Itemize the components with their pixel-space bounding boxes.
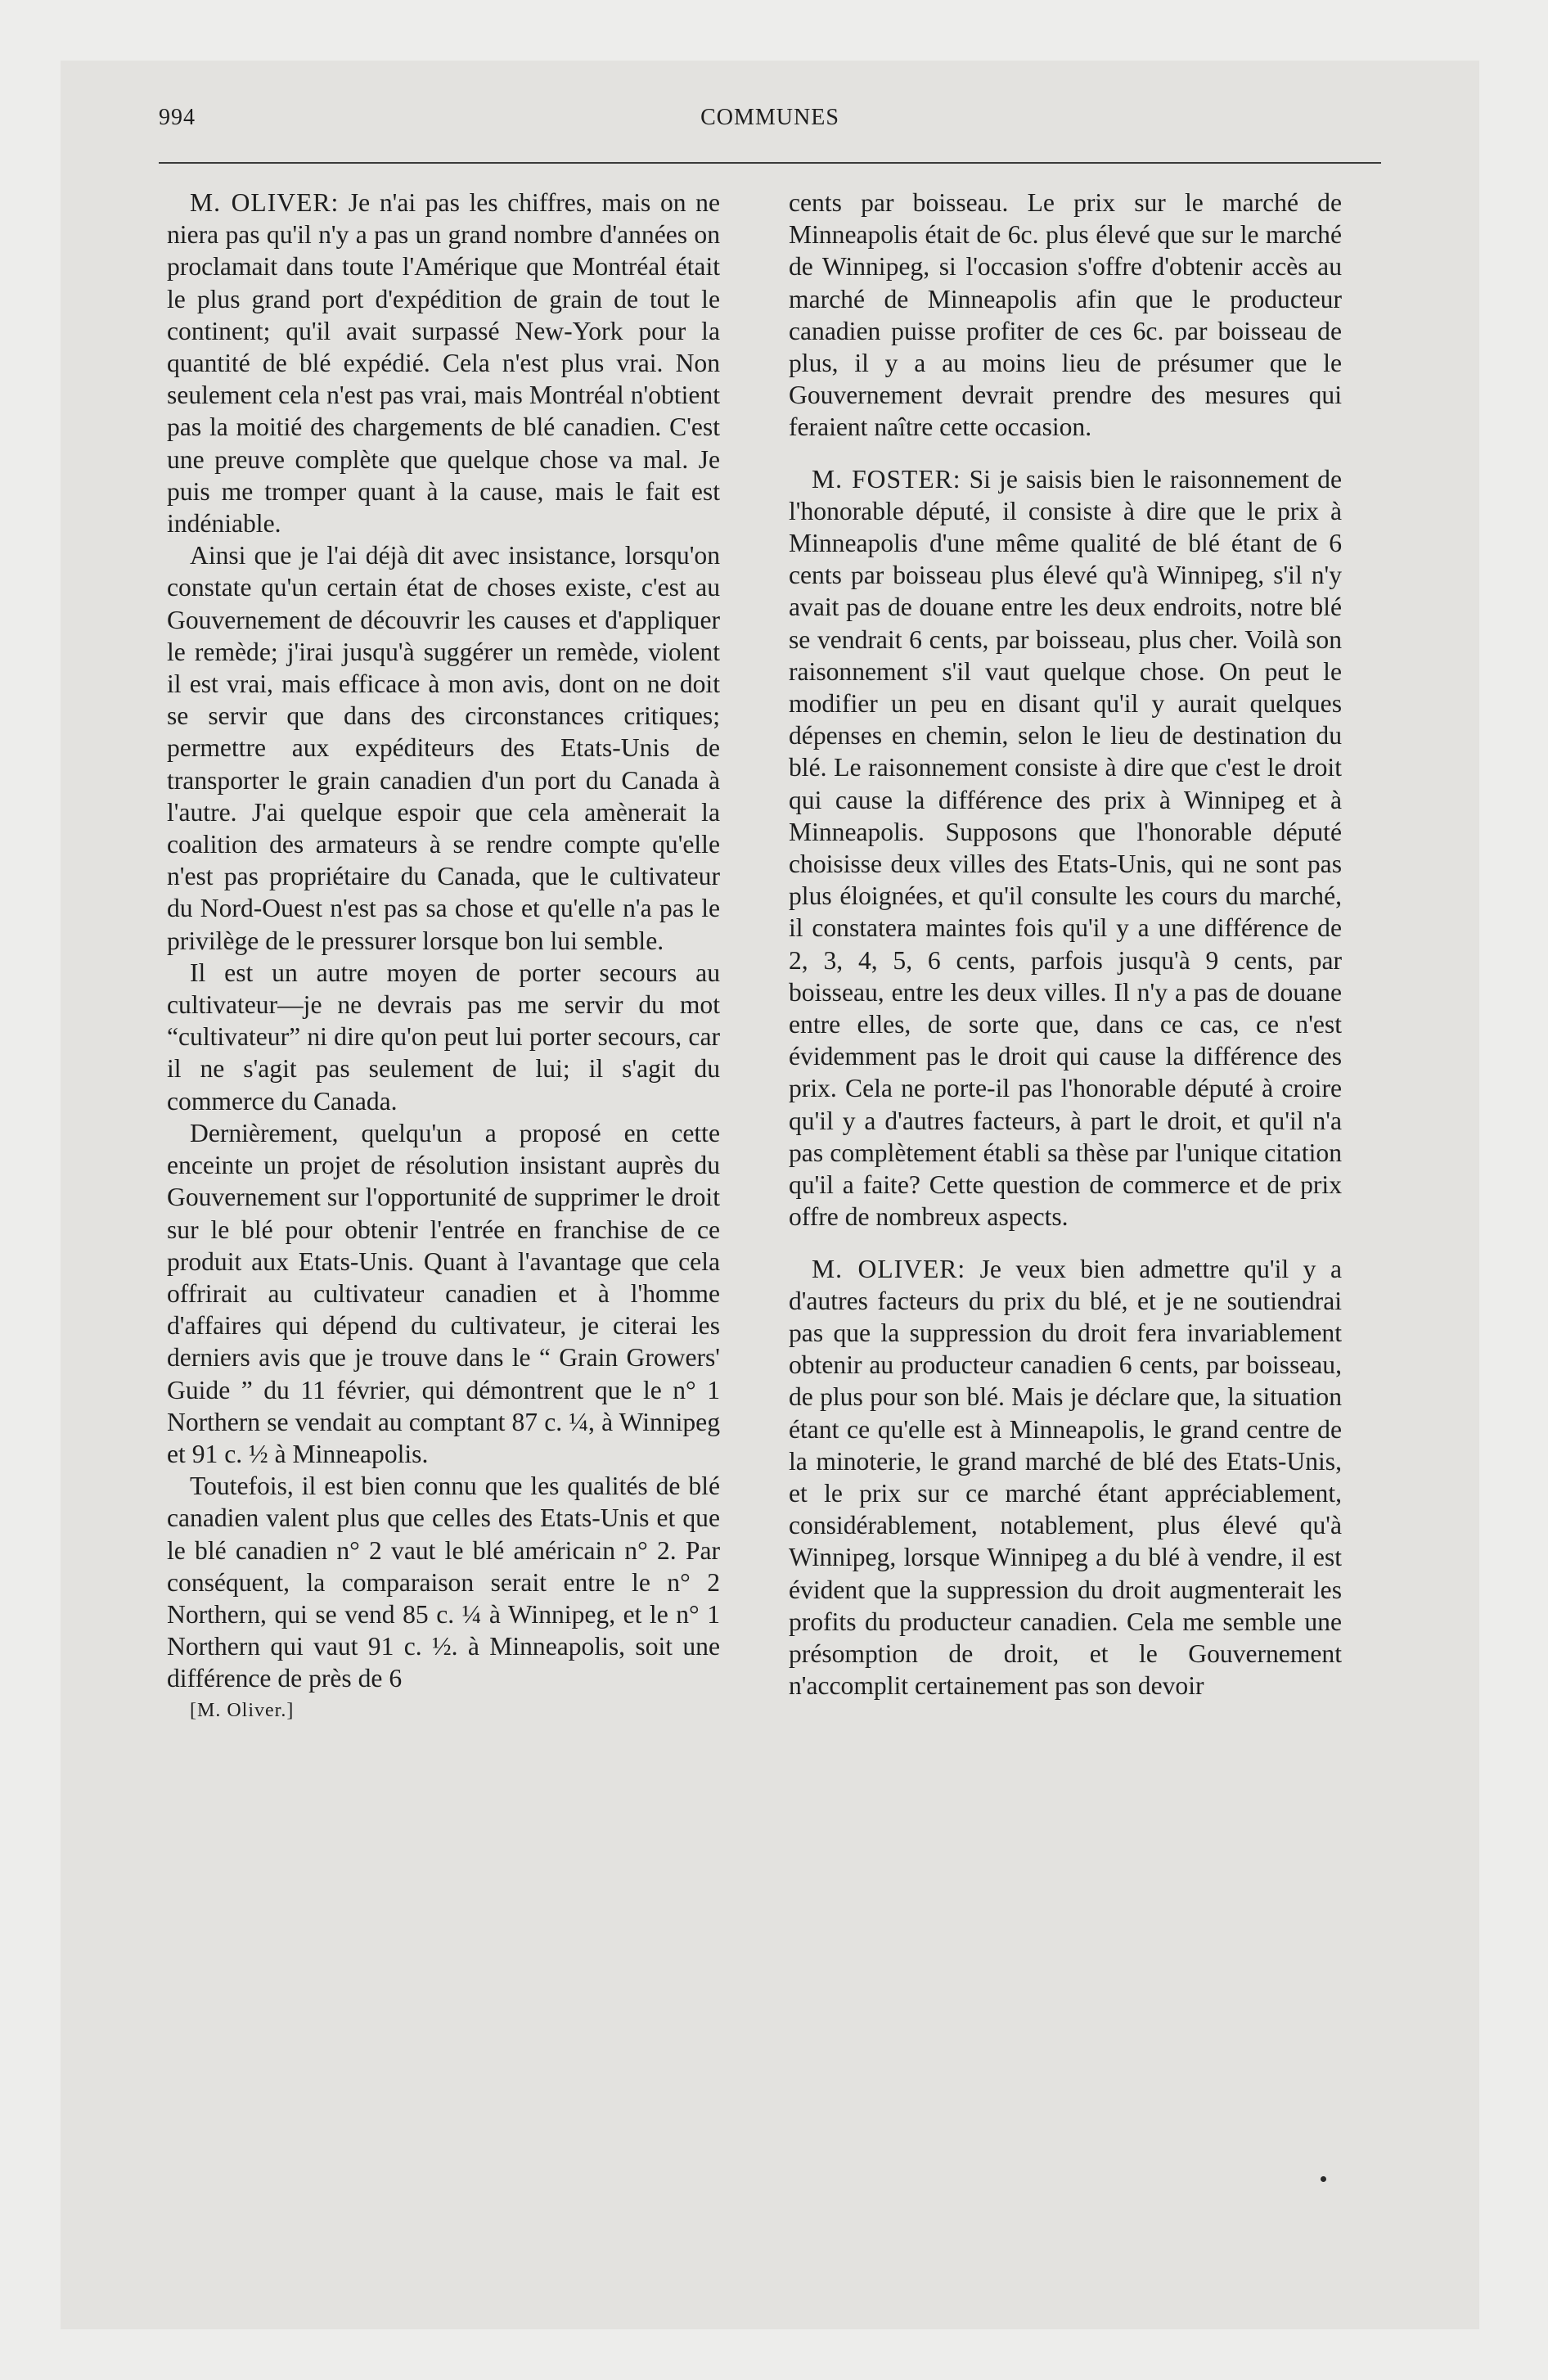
paragraph-oliver-4: Dernièrement, quelqu'un a proposé en cette enceinte un projet de résolution insistant auprès du Gouvernement sur l'opportunité de supprimer le droit sur le blé pour obtenir l'entrée en franchise de ce produit aux Etats-Unis. Quant à l'avantage que cela offrirait au cultivateur canadien et à l'homme d'affaires qui dépend du cultivateur, je citerai les derniers avis que je trouve dans le “ Grain Growers' Guide ” du 11 février, qui démontrent que le n° 1 Northern se vendait au comptant 87 c. ¼, à Winnipeg et 91 c. ½ à Minneapolis. — [167, 1118, 720, 1468]
paragraph-foster — [789, 463, 1342, 1233]
right-column — [789, 187, 1342, 1702]
paragraph-oliver-3: Il est un autre moyen de porter secours au cultivateur—je ne devrais pas me servir du mot “cultivateur” ni dire qu'on peut lui porter secours, car il ne s'agit pas seulement de lui; il s'agit du commerce du Canada. — [167, 958, 720, 1116]
speaker-name: M. OLIVER: — [190, 188, 340, 217]
section-title: COMMUNES — [700, 105, 839, 130]
speaker-name: M. FOSTER: — [812, 464, 961, 494]
paragraph-text: Si je saisis bien le raisonnement de l'honorable député, il consiste à dire que le prix à Minneapolis d'une même qualité de blé étant de 6 cents par boisseau plus élevé qu'à Winnipeg, s'il n'y avait pas de douane entre les deux endroits, notre blé se vendrait 6 cents, par boisseau, plus cher. Voilà son raisonnement s'il vaut quelque chose. On peut le modifier un peu en disant qu'il y aurait quelques dépenses en chemin, selon le lieu de destination du blé. Le raisonnement consiste à dire que c'est le droit qui cause la différence des prix à Winnipeg et à Minneapolis. Supposons que l'honorable député choisisse deux villes des Etats-Unis, qui ne sont pas plus éloignées, et qu'il consulte les cours du marché, il constatera maintes fois qu'il y a une différence de 2, 3, 4, 5, 6 cents, parfois jusqu'à 9 cents, par boisseau, entre les deux villes. Il n'y a pas de douane entre elles, de sorte que, dans ce cas, ce n'est évidemment pas le droit qui cause la différence des prix. Cela ne porte-il pas l'honorable député à croire qu'il y a d'autres facteurs, à part le droit, et qu'il n'a pas complètement établi sa thèse par l'unique citation qu'il a faite? Cette question de commerce et de prix offre de nombreux aspects. — [789, 464, 1342, 1232]
page-number: 994 — [159, 105, 196, 130]
speaker-name: M. OLIVER: — [812, 1254, 966, 1283]
document-page — [61, 61, 1479, 2329]
header-rule — [159, 162, 1381, 164]
speaker-attribution: [M. Oliver.] — [190, 1699, 295, 1721]
paragraph-text: Je veux bien admettre qu'il y a d'autres facteurs du prix du blé, et je ne soutiendrai pas que la suppression du droit fera invariablement obtenir au producteur canadien 6 cents, par boisseau, de plus pour son blé. Mais je déclare que, la situation étant ce qu'elle est à Minneapolis, le grand centre de la minoterie, le grand marché de blé des Etats-Unis, et le prix sur ce marché étant appréciablement, considérablement, notablement, plus élevé qu'à Winnipeg, lorsque Winnipeg a du blé à vendre, il est évident que la suppression du droit augmenterait les profits du producteur canadien. Cela me semble une présomption de droit, et le Gouvernement n'accomplit certainement pas son devoir — [789, 1254, 1342, 1701]
paragraph-oliver-2: Ainsi que je l'ai déjà dit avec insistance, lorsqu'on constate qu'un certain état de choses existe, c'est au Gouvernement de découvrir les causes et d'appliquer le remède; j'irai jusqu'à suggérer un remède, violent il est vrai, mais efficace à mon avis, dont on ne doit se servir que dans des circonstances critiques; permettre aux expéditeurs des Etats-Unis de transporter le grain canadien d'un port du Canada à l'autre. J'ai quelque espoir que cela amènerait la coalition des armateurs à se rendre compte qu'elle n'est pas propriétaire du Canada, que le cultivateur du Nord-Ouest n'est pas sa chose et qu'elle n'a pas le privilège de le pressurer lorsque bon lui semble. — [167, 541, 720, 955]
left-column — [167, 187, 720, 1727]
running-head — [159, 105, 1381, 146]
paragraph-text: Je n'ai pas les chiffres, mais on ne niera pas qu'il n'y a pas un grand nombre d'années on proclamait dans toute l'Amérique que Montréal était le plus grand port d'expédition de grain de tout le continent; qu'il avait surpassé New-York pour la quantité de blé expédié. Cela n'est plus vrai. Non seulement cela n'est pas vrai, mais Montréal n'obtient pas la moitié des chargements de blé canadien. C'est une preuve complète que quelque chose va mal. Je puis me tromper quant à la cause, mais le fait est indéniable. — [167, 188, 720, 539]
paragraph-oliver-reply — [789, 1253, 1342, 1702]
print-mark — [1321, 2176, 1326, 2182]
paragraph-oliver-1 — [167, 187, 720, 539]
paragraph-oliver-continued: cents par boisseau. Le prix sur le marché de Minneapolis était de 6c. plus élevé que sur le marché de Winnipeg, si l'occasion s'offre d'obtenir accès au marché de Minneapolis afin que le producteur canadien puisse profiter de ces 6c. par boisseau de plus, il y a au moins lieu de présumer que le Gouvernement devrait prendre des mesures qui feraient naître cette occasion. — [789, 188, 1342, 442]
paragraph-oliver-5: Toutefois, il est bien connu que les qualités de blé canadien valent plus que celles des Etats-Unis et que le blé canadien n° 2 vaut le blé américain n° 2. Par conséquent, la comparaison serait entre le n° 2 Northern, qui se vend 85 c. ¼ à Winnipeg, et le n° 1 Northern qui vaut 91 c. ½. à Minneapolis, soit une différence de près de 6 — [167, 1472, 720, 1693]
